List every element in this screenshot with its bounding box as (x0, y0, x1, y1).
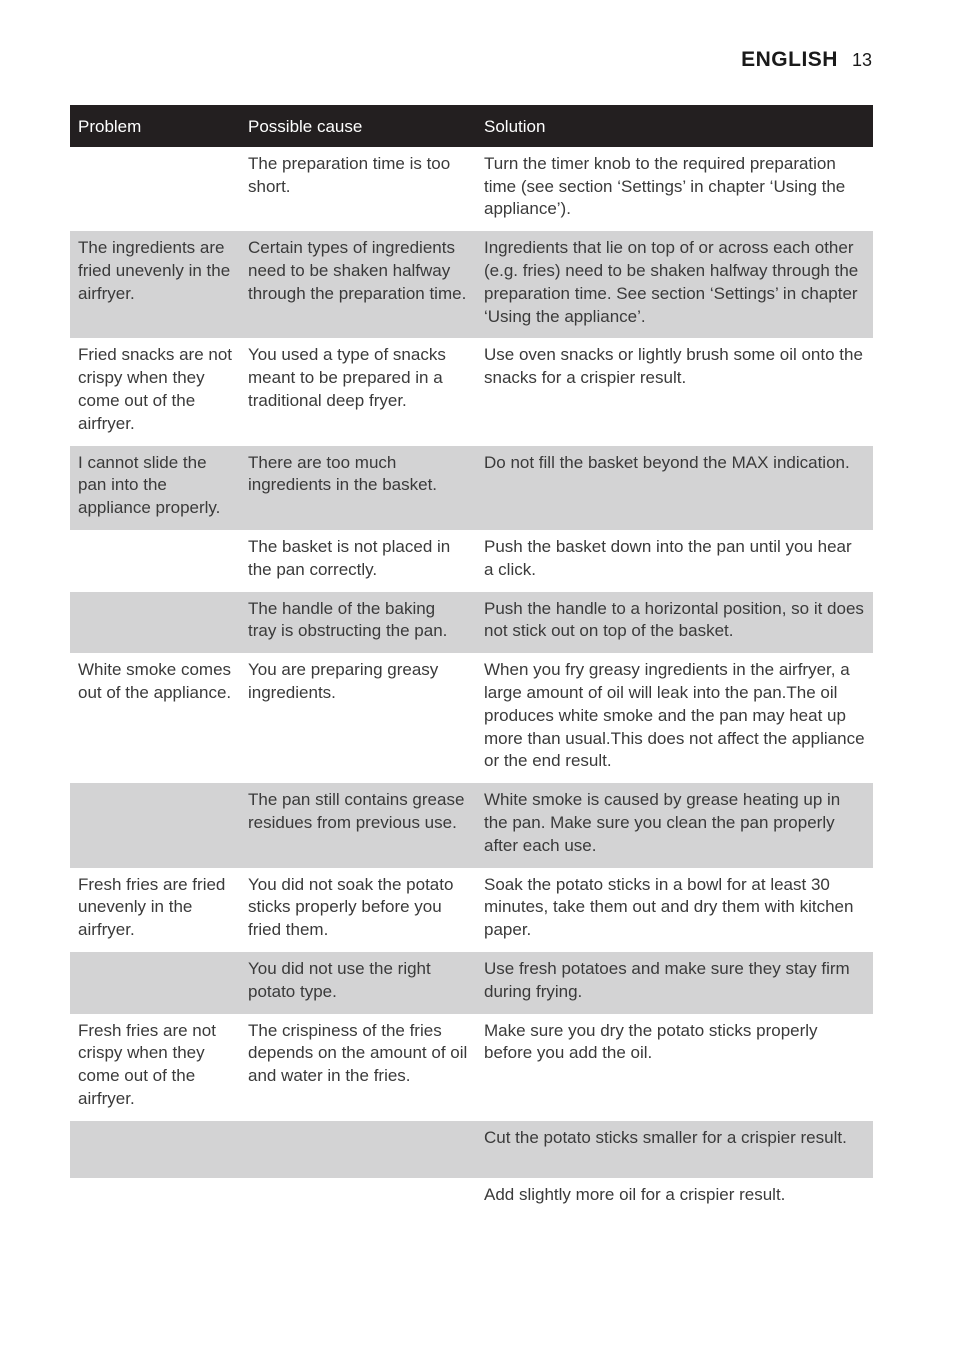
solution-cell: Make sure you dry the potato sticks properly before you add the oil. (484, 1020, 818, 1063)
cause-cell: The basket is not placed in the pan correctly. (248, 536, 451, 579)
solution-cell: Use oven snacks or lightly brush some oil onto the snacks for a crispier result. (484, 345, 863, 388)
troubleshooting-table (70, 105, 873, 1235)
solution-cell: White smoke is caused by grease heating up in the pan. Make sure you clean the pan properly after each use. (476, 783, 873, 867)
table-row (70, 446, 873, 530)
table-row (70, 1121, 873, 1178)
table-header (70, 105, 873, 147)
table-row (70, 783, 873, 867)
solution-cell: Turn the timer knob to the required preparation time (see section ‘Settings’ in chapter ‘Using the appliance’). (484, 153, 846, 219)
problem-cell: Fresh fries are not crispy when they come out of the airfryer. (78, 1020, 216, 1108)
problem-cell: Fried snacks are not crispy when they come out of the airfryer. (78, 345, 233, 433)
table-row (70, 952, 873, 1014)
solution-cell: Use fresh potatoes and make sure they stay firm during frying. (476, 952, 873, 1014)
solution-cell: Push the handle to a horizontal position, so it does not stick out on top of the basket. (476, 592, 873, 654)
problem-cell: Fresh fries are fried unevenly in the airfryer. (78, 874, 226, 940)
solution-cell: Cut the potato sticks smaller for a crispier result. (476, 1121, 873, 1178)
table-body (70, 147, 873, 1235)
problem-cell: White smoke comes out of the appliance. (78, 660, 232, 702)
table-row (70, 338, 873, 445)
table-header-row (70, 105, 873, 147)
cause-cell: You are preparing greasy ingredients. (248, 660, 439, 702)
cause-cell: The handle of the baking tray is obstructing the pan. (240, 592, 476, 654)
solution-cell: Soak the potato sticks in a bowl for at least 30 minutes, take them out and dry them with kitchen paper. (484, 874, 854, 940)
page-header (741, 48, 872, 72)
table-row (70, 530, 873, 592)
cause-cell: You did not use the right potato type. (240, 952, 476, 1014)
problem-cell (70, 783, 240, 867)
cause-cell: You did not soak the potato sticks properly before you fried them. (248, 874, 454, 940)
language-label: ENGLISH (741, 48, 838, 71)
page-number: 13 (851, 50, 872, 70)
problem-cell (70, 147, 240, 231)
cause-cell: There are too much ingredients in the basket. (240, 446, 476, 530)
problem-cell (70, 1121, 240, 1178)
solution-cell: Ingredients that lie on top of or across each other (e.g. fries) need to be shaken halfway through the preparation time. See section ‘Settings’ in chapter ‘Using the appliance’. (476, 231, 873, 338)
cause-cell: You used a type of snacks meant to be prepared in a traditional deep fryer. (248, 345, 446, 410)
table-row (70, 231, 873, 338)
table-row (70, 592, 873, 654)
table-row (70, 1178, 873, 1235)
solution-cell: Push the basket down into the pan until you hear a click. (484, 536, 852, 579)
table-row (70, 653, 873, 783)
problem-cell (70, 952, 240, 1014)
column-header-problem: Problem (70, 105, 240, 147)
table-row (70, 1014, 873, 1121)
cause-cell: Certain types of ingredients need to be shaken halfway through the preparation time. (240, 231, 476, 338)
problem-cell (70, 530, 240, 592)
problem-cell (70, 1178, 240, 1235)
cause-cell: The pan still contains grease residues from previous use. (240, 783, 476, 867)
solution-cell: Do not fill the basket beyond the MAX indication. (476, 446, 873, 530)
problem-cell: I cannot slide the pan into the appliance properly. (70, 446, 240, 530)
column-header-solution: Solution (476, 105, 873, 147)
table-row (70, 868, 873, 952)
cause-cell (240, 1121, 476, 1178)
table-row (70, 147, 873, 231)
problem-cell: The ingredients are fried unevenly in the airfryer. (70, 231, 240, 338)
cause-cell: The preparation time is too short. (248, 153, 451, 196)
problem-cell (70, 592, 240, 654)
cause-cell (240, 1178, 476, 1235)
column-header-cause: Possible cause (240, 105, 476, 147)
solution-cell: Add slightly more oil for a crispier result. (484, 1184, 786, 1204)
cause-cell: The crispiness of the fries depends on the amount of oil and water in the fries. (248, 1020, 468, 1086)
solution-cell: When you fry greasy ingredients in the airfryer, a large amount of oil will leak into the pan.The oil produces white smoke and the pan may heat up more than usual.This does not affect the appliance or the end result. (484, 660, 865, 771)
